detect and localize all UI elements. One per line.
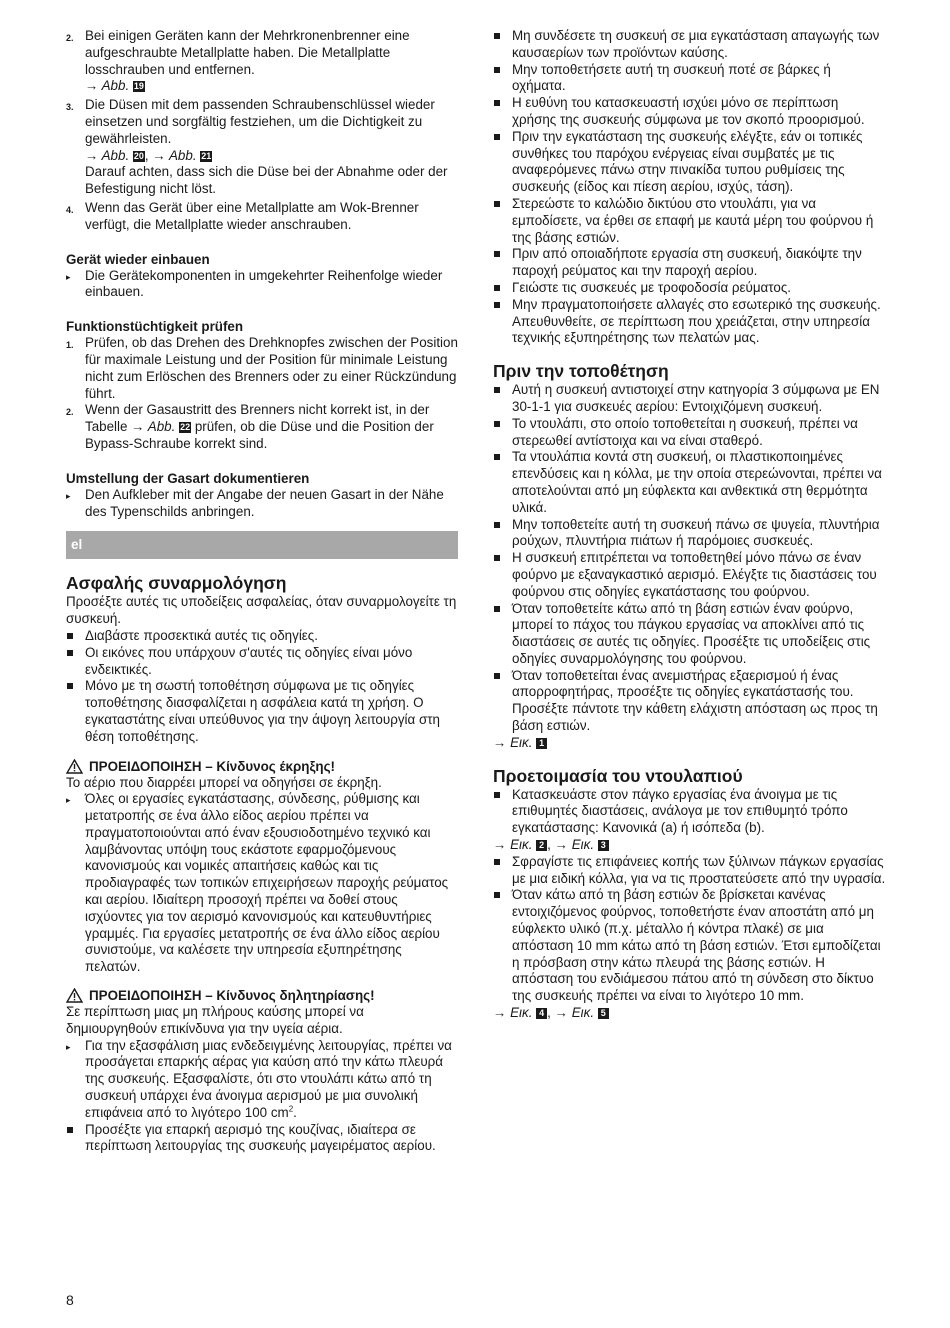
figure-number: 1 <box>536 738 547 749</box>
item-text: Το ντουλάπι, στο οποίο τοποθετείται η συσκευή, πρέπει να στερεωθεί αντίστοιχα και να είναι σταθερό. <box>512 415 858 448</box>
square-bullet-icon <box>493 280 512 297</box>
item-text: Όταν τοποθετείτε κάτω από τη βάση εστιών έναν φούρνο, μπορεί το πάχος του πάγκου εργασίας να αποκλίνει από τις διαστάσεις σε αυτές τις οδηγίες. Προσέξτε τις υποδείξεις στις οδηγίες συναρμολόγησης του φούρνου. <box>512 600 871 666</box>
list-item <box>493 416 886 450</box>
square-bullet-icon <box>493 517 512 551</box>
triangle-bullet-icon: ▸ <box>66 1041 71 1052</box>
list-item <box>493 297 886 347</box>
figure-number: 5 <box>598 1008 609 1019</box>
triangle-bullet-icon: ▸ <box>66 271 71 282</box>
square-bullet-icon <box>493 62 512 96</box>
superscript: 2 <box>288 1104 294 1114</box>
figure-number: 22 <box>180 422 191 433</box>
ref-separator: , <box>144 147 149 163</box>
left-column <box>66 28 458 1155</box>
item-text-end: . <box>293 1104 297 1120</box>
step-number: 3. <box>66 102 74 113</box>
list-item <box>493 668 886 735</box>
figure-ref: → Εικ. <box>493 837 533 853</box>
list-item <box>493 246 886 280</box>
figure-reference-line <box>493 837 886 854</box>
square-bullet-icon <box>493 297 512 347</box>
item-text: Για την εξασφάλιση μιας ενδεδειγμένης λειτουργίας, πρέπει να προσάγεται επαρκής αέρας για καύση από την κάτω πλευρά της συσκευής. Εξασφαλίστε, ότι στο ντουλάπι κάτω από τη συσκευή υπάρχει ένα άνοιγμα αερισμού με μια συνολική επιφάνεια από το λιγότερο 100 cm <box>85 1037 452 1120</box>
figure-ref: → Εικ. <box>554 837 595 853</box>
warning-title: ΠΡΟΕΙΔΟΠΟΙΗΣΗ – Κίνδυνος δηλητηρίασης! <box>89 988 375 1004</box>
square-bullet-icon <box>493 129 512 196</box>
item-text: Όλες οι εργασίες εγκατάστασης, σύνδεσης, ρύθμισης και μετατροπής σε ένα άλλο είδος αερίου πρέπει να πραγματοποιούνται από έναν εξουσιοδοτημένο τεχνικό και λαμβάνοντας υπόψη τους εκάστοτε εφαρμοζόμενους κανονισμούς και νομικές απαιτήσεις καθώς και τις προδιαγραφές των τοπικών επιχειρήσεων παροχής ρεύματος και αερίου. Ιδιαίτερη προσοχή πρέπει να δοθεί στους ισχύοντες για τον αερισμό κανονισμούς και κατευθυντήριες γραμμές. Για εργασίες μετατροπής σε ένα άλλο είδος αερίου συνιστούμε, να καλέσετε την υπηρεσία εξυπηρέτησης πελατών. <box>85 791 449 975</box>
figure-ref: → Abb. <box>131 419 176 435</box>
square-bullet-icon <box>493 95 512 129</box>
right-column <box>493 28 886 1022</box>
step-number: 4. <box>66 204 74 215</box>
list-item <box>66 791 458 976</box>
square-bullet-icon <box>493 246 512 280</box>
figure-number: 21 <box>201 150 212 161</box>
section-heading: Umstellung der Gasart dokumentieren <box>66 470 310 486</box>
list-item <box>493 95 886 129</box>
figure-number: 2 <box>536 840 547 851</box>
warning-heading <box>66 758 458 775</box>
step-item <box>66 335 458 402</box>
warning-heading <box>66 987 458 1004</box>
list-item <box>66 645 458 679</box>
paragraph: Το αέριο που διαρρέει μπορεί να οδηγήσει σε έκρηξη. <box>66 774 382 790</box>
figure-ref: → Εικ. <box>493 1005 533 1021</box>
list-item <box>493 601 886 668</box>
list-item <box>66 628 458 645</box>
item-text: Η συσκευή επιτρέπεται να τοποθετηθεί μόνο πάνω σε έναν φούρνο με εξαναγκαστικό αερισμό. Ελέγξτε τις διαστάσεις του φούρνου στις οδηγίες εγκατάστασης του φούρνου. <box>512 550 877 599</box>
list-item <box>493 62 886 96</box>
item-text: Πριν από οποιαδήποτε εργασία στη συσκευή, διακόψτε την παροχή ρεύματος και την παροχή αερίου. <box>512 246 862 279</box>
figure-number: 19 <box>133 81 144 92</box>
warning-triangle-icon <box>66 988 83 1003</box>
square-bullet-icon <box>493 416 512 450</box>
triangle-bullet-icon: ▸ <box>66 490 71 501</box>
item-text: Den Aufkleber mit der Angabe der neuen Gasart in der Nähe des Typenschilds anbringen. <box>85 486 444 519</box>
figure-ref: → Εικ. <box>554 1005 595 1021</box>
page-number: 8 <box>66 1292 74 1308</box>
figure-number: 3 <box>598 840 609 851</box>
section-heading: Πριν την τοποθέτηση <box>493 361 669 382</box>
step-text: Die Düsen mit dem passenden Schraubenschlüssel wieder einsetzen und sorgfältig festziehen, um die Dichtigkeit zu gewährleisten. <box>85 97 435 146</box>
section-heading: Προετοιμασία του ντουλαπιού <box>493 765 743 786</box>
language-bar: el <box>66 531 458 559</box>
ref-separator: , <box>547 1005 551 1021</box>
list-item <box>493 280 886 297</box>
list-item <box>493 449 886 516</box>
item-text: Μην πραγματοποιήσετε αλλαγές στο εσωτερικό της συσκευής. Απευθυνθείτε, σε περίπτωση που χρειάζεται, στην υπηρεσία τεχνικής εξυπηρέτησης των πελατών μας. <box>512 296 881 346</box>
step-number: 2. <box>66 407 74 418</box>
list-item <box>66 1122 458 1156</box>
list-item <box>493 517 886 551</box>
item-text: Μην τοποθετήσετε αυτή τη συσκευή ποτέ σε βάρκες ή οχήματα. <box>512 61 831 94</box>
figure-number: 4 <box>536 1008 547 1019</box>
square-bullet-icon <box>493 196 512 246</box>
list-item <box>493 196 886 246</box>
step-item <box>66 200 458 234</box>
square-bullet-icon <box>493 787 512 837</box>
square-bullet-icon <box>493 550 512 600</box>
square-bullet-icon <box>66 628 85 645</box>
list-item <box>66 1038 458 1122</box>
step-number: 1. <box>66 340 74 351</box>
paragraph: Σε περίπτωση μιας μη πλήρους καύσης μπορεί να δημιουργηθούν επικίνδυνα για την υγεία αέρια. <box>66 1004 364 1036</box>
section-heading: Gerät wieder einbauen <box>66 251 210 267</box>
item-text: Όταν κάτω από τη βάση εστιών δε βρίσκεται κανένας εντοιχιζόμενος φούρνος, τοποθετήστε έναν αποστάτη από μη εύφλεκτο υλικό (π.χ. μέταλλο ή κόντρα πλακέ) σε μια απόσταση 10 mm κάτω από τη βάση εστιών. Έτσι εμποδίζεται η πρόσβαση στην κάτω πλευρά της βάσης εστιών. Η απόσταση του ενδιάμεσου πάτου από τη σύνδεση στο δίκτυο της συσκευής πρέπει να είναι το λιγότερο 10 mm. <box>512 887 881 1004</box>
square-bullet-icon <box>66 678 85 745</box>
list-item <box>493 129 886 196</box>
square-bullet-icon <box>493 854 512 888</box>
list-item <box>66 268 458 302</box>
square-bullet-icon <box>493 382 512 416</box>
figure-reference-line <box>493 735 886 752</box>
figure-ref: → Εικ. <box>493 734 533 750</box>
item-text: Τα ντουλάπια κοντά στη συσκευή, οι πλαστικοποιημένες επενδύσεις και η κόλλα, με την οποία στερεώνονται, πρέπει να αποτελούνται από μη εύφλεκτα και ανθεκτικά στη θερμότητα υλικά. <box>512 449 882 515</box>
list-item <box>493 550 886 600</box>
step-text: prüfen, ob die Düse und die Position der Bypass-Schraube korrekt sind. <box>85 419 434 451</box>
step-item <box>66 28 458 95</box>
list-item <box>66 487 458 521</box>
figure-ref: → Abb. <box>85 78 130 94</box>
item-text: Μη συνδέσετε τη συσκευή σε μια εγκατάσταση απαγωγής των καυσαερίων των προϊόντων καύσης. <box>512 28 880 60</box>
item-text: Πριν την εγκατάσταση της συσκευής ελέγξτε, εάν οι τοπικές συνθήκες του παρόχου ενέργειας είναι συμβατές με τις αναφερόμενες πάνω στην πινακίδα τυπου ρυθμίσεις της συσκευής (είδος και πίεση αερίου, ισχύς, τάση). <box>512 128 863 195</box>
square-bullet-icon <box>493 668 512 735</box>
item-text: Μην τοποθετείτε αυτή τη συσκευή πάνω σε ψυγεία, πλυντήρια ρούχων, πλυντήρια πιάτων ή παρόμοιες συσκευές. <box>512 516 880 549</box>
list-item <box>493 787 886 837</box>
square-bullet-icon <box>493 887 512 1005</box>
step-text: Bei einigen Geräten kann der Mehrkronenbrenner eine aufgeschraubte Metallplatte haben. Die Metallplatte losschrauben und entfernen. <box>85 28 410 77</box>
list-item <box>493 887 886 1005</box>
item-text: Κατασκευάστε στον πάγκο εργασίας ένα άνοιγμα με τις επιθυμητές διαστάσεις, ανάλογα με τον επιθυμητό τρόπο εγκατάστασης: Κανονικά (a) ή ισόπεδα (b). <box>512 786 848 836</box>
ref-separator: , <box>547 837 551 853</box>
item-text: Διαβάστε προσεκτικά αυτές τις οδηγίες. <box>85 627 318 643</box>
item-text: Όταν τοποθετείται ένας ανεμιστήρας εξαερισμού ή ένας απορροφητήρας, προσέξτε τις οδηγίες εγκατάστασής του. Προσέξτε πάντοτε την κάθετη ελάχιστη απόσταση ως προς τη βάση εστιών. <box>512 667 878 734</box>
item-text: Σφραγίστε τις επιφάνειες κοπής των ξύλινων πάγκων εργασίας με μια ειδική κόλλα, για να τις προστατεύσετε από την υγρασία. <box>512 853 886 886</box>
triangle-bullet-icon: ▸ <box>66 795 71 806</box>
list-item <box>493 854 886 888</box>
warning-title: ΠΡΟΕΙΔΟΠΟΙΗΣΗ – Κίνδυνος έκρηξης! <box>89 758 336 774</box>
item-text: Μόνο με τη σωστή τοποθέτηση σύμφωνα με τις οδηγίες τοποθέτησης διασφαλίζεται η ασφάλεια κατά τη χρήση. Ο εγκαταστάτης είναι υπεύθυνος για την άψογη λειτουργία στη θέση τοποθέτησης. <box>85 678 440 744</box>
step-text: Prüfen, ob das Drehen des Drehknopfes zwischen der Position für maximale Leistung und der Position für minimale Leistung nicht zum Erlöschen des Brenners oder zu einer Rückzündung führt. <box>85 335 458 401</box>
item-text: Αυτή η συσκευή αντιστοιχεί στην κατηγορία 3 σύμφωνα με EN 30-1-1 για συσκευές αερίου: Εντοιχιζόμενη συσκευή. <box>512 382 880 414</box>
item-text: Η ευθύνη του κατασκευαστή ισχύει μόνο σε περίπτωση χρήσης της συσκευής σύμφωνα με τον σκοπό προορισμού. <box>512 95 865 127</box>
step-text: Wenn der Gasaustritt des Brenners nicht korrekt ist, in der Tabelle <box>85 402 430 435</box>
step-text: Wenn das Gerät über eine Metallplatte am Wok-Brenner verfügt, die Metallplatte wieder anschrauben. <box>85 199 419 232</box>
item-text: Die Gerätekomponenten in umgekehrter Reihenfolge wieder einbauen. <box>85 267 443 300</box>
warning-triangle-icon <box>66 759 83 774</box>
square-bullet-icon <box>493 28 512 62</box>
figure-ref: → Abb. <box>152 147 197 163</box>
section-heading: Funktionstüchtigkeit prüfen <box>66 319 244 335</box>
item-text: Στερεώστε το καλώδιο δικτύου στο ντουλάπι, για να εμποδίσετε, να έρθει σε επαφή με καυτά μέρη του φούρνου ή της βάσης εστιών. <box>512 195 874 245</box>
figure-number: 20 <box>133 150 144 161</box>
step-item <box>66 402 458 452</box>
step-number: 2. <box>66 33 74 43</box>
step-note: Darauf achten, dass sich die Düse bei der Abnahme oder der Befestigung nicht löst. <box>85 164 448 197</box>
item-text: Προσέξτε για επαρκή αερισμό της κουζίνας, ιδιαίτερα σε περίπτωση λειτουργίας της συσκευής μαγειρέματος αερίου. <box>85 1121 436 1154</box>
section-heading: Ασφαλής συναρμολόγηση <box>66 573 287 594</box>
square-bullet-icon <box>66 1122 85 1156</box>
list-item <box>66 678 458 745</box>
square-bullet-icon <box>66 645 85 679</box>
figure-ref: → Abb. <box>85 147 130 163</box>
item-text: Οι εικόνες που υπάρχουν σ'αυτές τις οδηγίες είναι μόνο ενδεικτικές. <box>85 644 413 677</box>
step-item <box>66 97 458 198</box>
square-bullet-icon <box>493 449 512 516</box>
figure-reference-line <box>493 1005 886 1022</box>
list-item <box>493 28 886 62</box>
list-item <box>493 382 886 416</box>
square-bullet-icon <box>493 601 512 668</box>
paragraph: Προσέξτε αυτές τις υποδείξεις ασφαλείας, όταν συναρμολογείτε τη συσκευή. <box>66 594 457 627</box>
item-text: Γειώστε τις συσκευές με τροφοδοσία ρεύματος. <box>512 279 792 295</box>
